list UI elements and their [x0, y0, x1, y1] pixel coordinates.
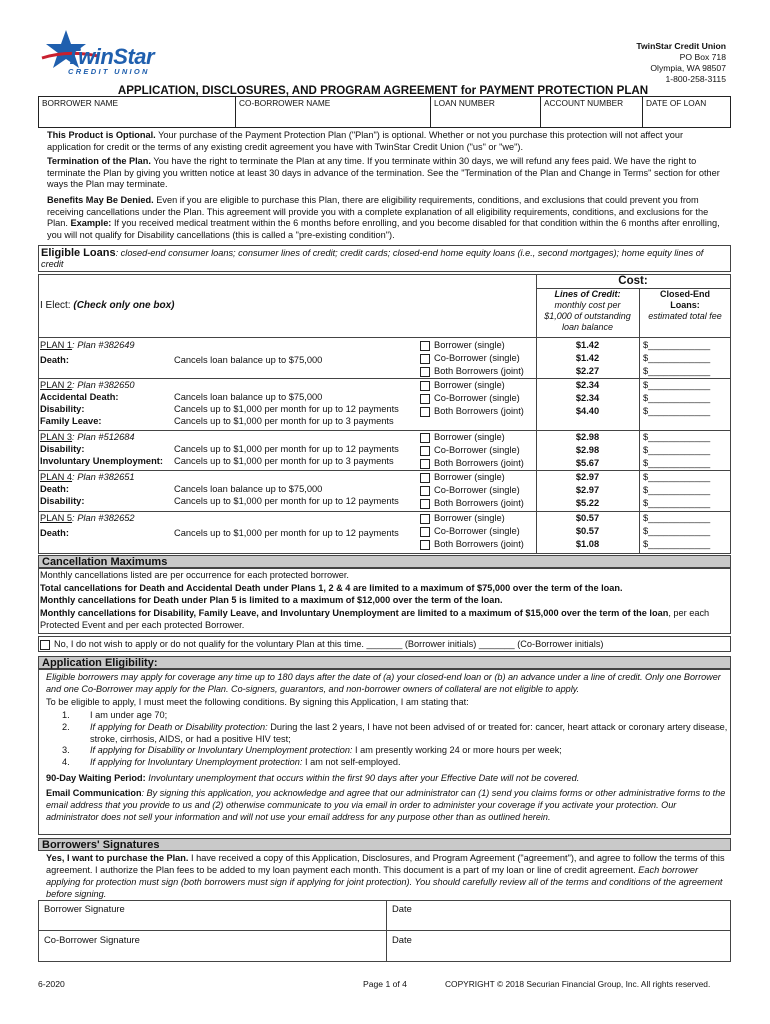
plan-description: Cancels up to $1,000 per month for up to 3 payments — [174, 416, 394, 426]
plan-description: Cancels loan balance up to $75,000 — [174, 484, 323, 494]
plan-coverage: Family Leave: — [40, 416, 102, 426]
closed-end-column-header: Closed-End Loans: estimated total fee — [648, 289, 722, 321]
closed-end-fee-field[interactable]: $____________ — [643, 498, 711, 508]
plan-option[interactable]: Borrower (single) — [420, 380, 505, 391]
termination-paragraph: Termination of the Plan. You have the right to terminate the Plan at any time. If you terminate within 30 days, we will refund any fees paid. We have the right to terminate the Plan by giving you written notice at least 30 days in advance of the termination. See the "Termination of the Plan and Change in Terms" section for other ways the Plan may terminate. — [47, 156, 720, 190]
logo-subtitle: CREDIT UNION — [68, 67, 150, 76]
plan-option[interactable]: Both Borrowers (joint) — [420, 458, 524, 469]
loc-rate: $0.57 — [575, 526, 600, 536]
form-title: APPLICATION, DISCLOSURES, AND PROGRAM AGREEMENT for PAYMENT PROTECTION PLAN — [117, 84, 649, 97]
borrower-signature-field[interactable]: Borrower Signature — [44, 903, 125, 914]
maximums-text: Monthly cancellations listed are per occurrence for each protected borrower. Total cancellations for Death and Accidental Death under Plans 1, 2 & 4 are limited to a maximum of $75,000 over the term of the loan. Monthly cancellations for Death under Plan 5 is limited to a maximum of $12,000 over the term of the loan. Monthly cancellations for Disability, Family Leave, and Involuntary Unemployment are limited to a maximum of $15,000 over the term of the loan, per each Protected Event and per each protected Borrower. — [40, 570, 710, 630]
plan-description: Cancels up to $1,000 per month for up to 3 payments — [174, 456, 394, 466]
email-communication: Email Communication: By signing this application, you acknowledge and agree that our administrator can (1) send you claims forms or other administrative forms to the email address that you provide to us and (2) otherwise communicate to you via email in order to administer your coverage if you activate your protection. Our administrator does not sell your information and will not use your email address for any purpose other than as outlined herein. — [46, 788, 726, 822]
form-date: 6-2020 — [38, 979, 65, 989]
account-number-field[interactable]: ACCOUNT NUMBER — [541, 97, 643, 128]
plan-coverage: Death: — [40, 484, 69, 494]
loc-rate: $2.98 — [575, 432, 600, 442]
plan-option-checkbox[interactable] — [420, 473, 430, 483]
plan-option-checkbox[interactable] — [420, 527, 430, 537]
page-number: Page 1 of 4 — [363, 979, 407, 989]
plan-coverage: Death: — [40, 528, 69, 538]
copyright: COPYRIGHT © 2018 Securian Financial Group, Inc. All rights reserved. — [445, 979, 711, 989]
plan-option-checkbox[interactable] — [420, 459, 430, 469]
eligibility-italic: Eligible borrowers may apply for coverage any time up to 180 days after the date of (a) your closed-end loan or (b) an advance under a line of credit. Only one Borrower and one Co-Borrower may apply for the Plan. Co-signers, guarantors, and non-borrower owners of collateral are not eligible to apply. — [46, 672, 721, 694]
plan-coverage: Disability: — [40, 404, 85, 414]
plan-name: PLAN 2: Plan #382650 — [40, 380, 135, 390]
eligibility-list: 1. I am under age 70; 2. If applying for Death or Disability protection: During the last 2 years, I have not been advised of or treated for: cancer, heart attack or coronary artery disease, stroke, cirrhosis, AIDS, or had a positive HIV test; 3. If applying for Disability or Involuntary Unemployment protection: I am presently working 24 or more hours per week; 4. If applying for Involuntary Unemployment protection: I am not self-employed. — [62, 710, 728, 768]
plan-option-checkbox[interactable] — [420, 354, 430, 364]
phone: 1-800-258-3115 — [665, 74, 726, 84]
plan-option[interactable]: Borrower (single) — [420, 340, 505, 351]
loc-rate: $1.08 — [575, 539, 600, 549]
waiting-period: 90-Day Waiting Period: Involuntary unemployment that occurs within the first 90 days after your Effective Date will not be covered. — [46, 773, 580, 783]
plan-coverage: Involuntary Unemployment: — [40, 456, 163, 466]
plan-option-checkbox[interactable] — [420, 367, 430, 377]
eligible-loans-box: Eligible Loans: closed-end consumer loans; consumer lines of credit; credit cards; closed-end home equity loans (i.e., second mortgages); home equity lines of credit — [38, 245, 731, 272]
plan-option[interactable]: Both Borrowers (joint) — [420, 498, 524, 509]
plan-description: Cancels up to $1,000 per month for up to 12 payments — [174, 528, 399, 538]
plan-option[interactable]: Both Borrowers (joint) — [420, 406, 524, 417]
plan-option-checkbox[interactable] — [420, 341, 430, 351]
borrower-date-field[interactable]: Date — [392, 903, 412, 914]
plan-row — [38, 338, 731, 378]
loc-rate: $2.34 — [575, 380, 600, 390]
loc-rate: $4.40 — [575, 406, 600, 416]
plan-option-checkbox[interactable] — [420, 433, 430, 443]
closed-end-fee-field[interactable]: $____________ — [643, 340, 711, 350]
signatures-text: Yes, I want to purchase the Plan. I have received a copy of this Application, Disclosures, and Program Agreement ("agreement"), and agree to follow the terms of this agreement. I authorize the Plan fees to be added to my loan payment each month. This document is a part of my loan or line of credit agreement. Each borrower applying for protection must sign (both borrowers must sign if applying for joint protection). You should carefully review all of the terms and conditions of the agreement before signing. — [46, 853, 725, 899]
loc-rate: $1.42 — [575, 340, 600, 350]
plan-description: Cancels up to $1,000 per month for up to 12 payments — [174, 404, 399, 414]
plan-coverage: Disability: — [40, 444, 85, 454]
plan-option[interactable]: Borrower (single) — [420, 513, 505, 524]
loc-rate: $0.57 — [575, 513, 600, 523]
plan-option[interactable]: Co-Borrower (single) — [420, 353, 520, 364]
decline-option: No, I do not wish to apply or do not qualify for the voluntary Plan at this time. _______ (Borrower initials) _______ (Co-Borrower initials) — [40, 639, 603, 650]
loc-rate: $2.97 — [575, 472, 600, 482]
plan-option[interactable]: Co-Borrower (single) — [420, 445, 520, 456]
org-name: TwinStar Credit Union — [636, 41, 726, 51]
loc-rate: $5.67 — [575, 458, 600, 468]
address-block — [636, 41, 726, 85]
plan-option-checkbox[interactable] — [420, 394, 430, 404]
loan-number-field[interactable]: LOAN NUMBER — [431, 97, 541, 128]
loc-rate: $2.34 — [575, 393, 600, 403]
plan-option-checkbox[interactable] — [420, 540, 430, 550]
plan-coverage: Disability: — [40, 496, 85, 506]
closed-end-fee-field[interactable]: $____________ — [643, 432, 711, 442]
plan-coverage: Death: — [40, 355, 69, 365]
plan-description: Cancels loan balance up to $75,000 — [174, 355, 323, 365]
eligibility-head: Application Eligibility: — [38, 656, 731, 669]
plan-description: Cancels up to $1,000 per month for up to 12 payments — [174, 496, 399, 506]
closed-end-fee-field[interactable]: $____________ — [643, 406, 711, 416]
plan-option-checkbox[interactable] — [420, 499, 430, 509]
plan-option[interactable]: Co-Borrower (single) — [420, 485, 520, 496]
date-of-loan-field[interactable]: DATE OF LOAN — [643, 97, 731, 128]
plan-option[interactable]: Co-Borrower (single) — [420, 526, 520, 537]
closed-end-fee-field[interactable]: $____________ — [643, 445, 711, 455]
closed-end-fee-field[interactable]: $____________ — [643, 458, 711, 468]
plan-option-checkbox[interactable] — [420, 514, 430, 524]
optional-paragraph: This Product is Optional. Your purchase of the Payment Protection Plan ("Plan") is optional. Whether or not you purchase this protection will not affect your application for credit or the terms of any existing credit agreement you have with TwinStar Credit Union ("us" or "we"). — [47, 130, 684, 152]
closed-end-fee-field[interactable]: $____________ — [643, 485, 711, 495]
coborrower-date-field[interactable]: Date — [392, 934, 412, 945]
closed-end-fee-field[interactable]: $____________ — [643, 472, 711, 482]
borrower-name-field[interactable]: BORROWER NAME — [39, 97, 236, 128]
plan-option[interactable]: Both Borrowers (joint) — [420, 539, 524, 550]
signature-box — [38, 900, 731, 962]
loan-info-table — [38, 96, 731, 128]
plan-option[interactable]: Borrower (single) — [420, 432, 505, 443]
closed-end-fee-field[interactable]: $____________ — [643, 353, 711, 363]
plan-row — [38, 470, 731, 511]
loc-rate: $2.97 — [575, 485, 600, 495]
signatures-head: Borrowers' Signatures — [38, 838, 731, 851]
plan-option[interactable]: Both Borrowers (joint) — [420, 366, 524, 377]
po-box: PO Box 718 — [679, 52, 726, 62]
closed-end-fee-field[interactable]: $____________ — [643, 393, 711, 403]
plan-name: PLAN 3: Plan #512684 — [40, 432, 135, 442]
city: Olympia, WA 98507 — [650, 63, 726, 73]
plan-description: Cancels loan balance up to $75,000 — [174, 392, 323, 402]
loc-rate: $2.98 — [575, 445, 600, 455]
benefits-paragraph: Benefits May Be Denied. Even if you are eligible to purchase this Plan, there are eligibility requirements, conditions, and exclusions that could prevent you from receiving cancellations under the Plan. This agreement will provide you with a complete explanation of all eligibility requirements, conditions, and exclusions for the Plan. Example: If you received medical treatment within the 6 months before enrolling, and you become disabled for that condition within the 6 months after enrolling, you will not qualify for Disability cancellations (this is called a "pre-existing condition"). — [47, 195, 720, 240]
closed-end-fee-field[interactable]: $____________ — [643, 380, 711, 390]
decline-checkbox[interactable] — [40, 640, 50, 650]
elect-label: I Elect: (Check only one box) — [40, 300, 175, 311]
plan-row — [38, 430, 731, 470]
plan-option-checkbox[interactable] — [420, 407, 430, 417]
plan-name: PLAN 4: Plan #382651 — [40, 472, 135, 482]
plan-option[interactable]: Borrower (single) — [420, 472, 505, 483]
plan-row — [38, 378, 731, 430]
plan-option-checkbox[interactable] — [420, 446, 430, 456]
loc-rate: $5.22 — [575, 498, 600, 508]
plan-name: PLAN 1: Plan #382649 — [40, 340, 135, 350]
closed-end-fee-field[interactable]: $____________ — [643, 513, 711, 523]
closed-end-fee-field[interactable]: $____________ — [643, 539, 711, 549]
loc-column-header: Lines of Credit: monthly cost per $1,000 of outstanding loan balance — [544, 289, 631, 332]
loc-rate: $2.27 — [575, 366, 600, 376]
closed-end-fee-field[interactable]: $____________ — [643, 366, 711, 376]
coborrower-signature-field[interactable]: Co-Borrower Signature — [44, 934, 140, 945]
plan-option-checkbox[interactable] — [420, 381, 430, 391]
cost-head: Cost: — [618, 275, 648, 287]
plan-description: Cancels up to $1,000 per month for up to 12 payments — [174, 444, 399, 454]
maximums-head: Cancellation Maximums — [38, 555, 731, 568]
eligibility-intro: To be eligible to apply, I must meet the following conditions. By signing this Application, I am stating that: — [46, 697, 469, 707]
closed-end-fee-field[interactable]: $____________ — [643, 526, 711, 536]
coborrower-name-field[interactable]: CO-BORROWER NAME — [236, 97, 431, 128]
plan-name: PLAN 5: Plan #382652 — [40, 513, 135, 523]
plan-option-checkbox[interactable] — [420, 486, 430, 496]
plan-option[interactable]: Co-Borrower (single) — [420, 393, 520, 404]
plan-coverage: Accidental Death: — [40, 392, 119, 402]
loc-rate: $1.42 — [575, 353, 600, 363]
logo-name: TwinStar — [66, 44, 155, 69]
plan-row — [38, 511, 731, 553]
